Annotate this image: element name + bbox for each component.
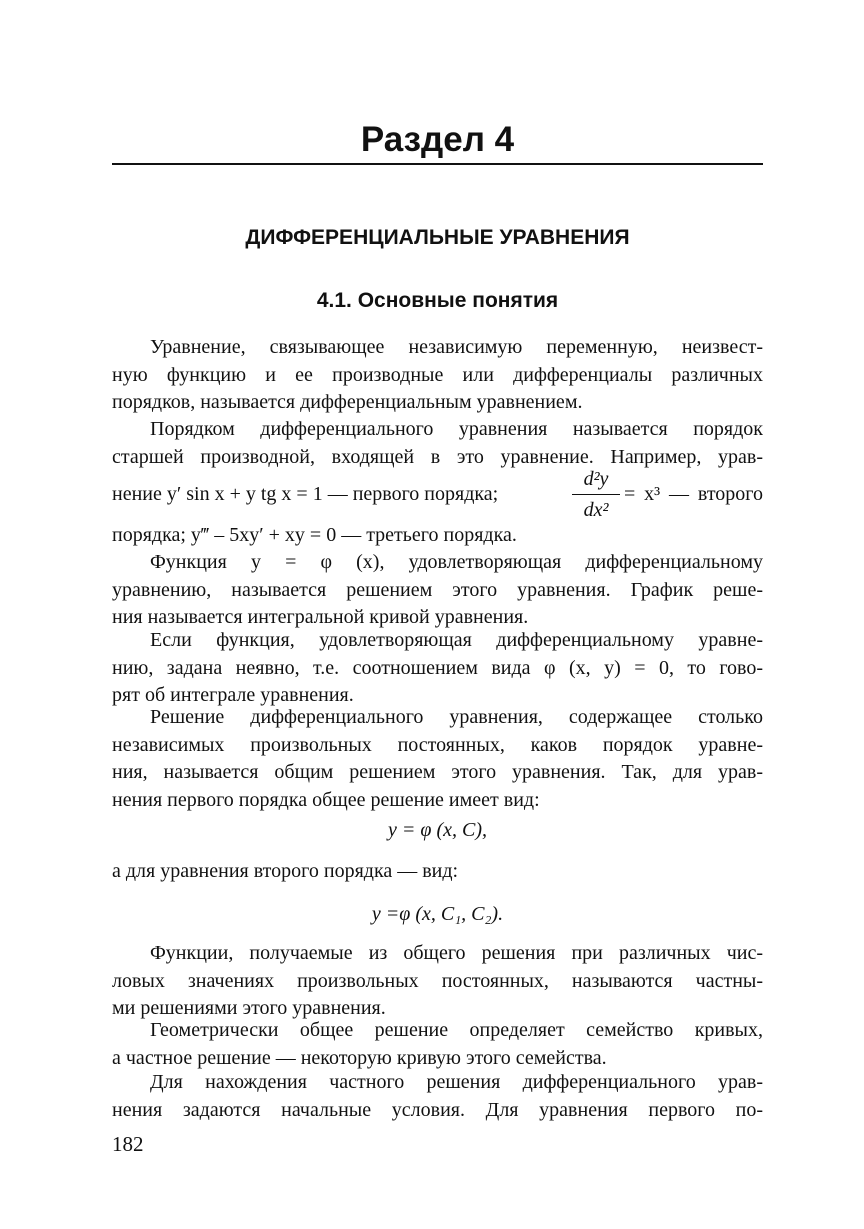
text-line: уравнению, называется решением этого уравнения. График реше- bbox=[112, 578, 763, 601]
page-number: 182 bbox=[112, 1132, 144, 1156]
text-line: а частное решение — некоторую кривую этого семейства. bbox=[112, 1046, 607, 1069]
paragraph-second-order bbox=[112, 858, 763, 886]
text-line: ми решениями этого уравнения. bbox=[112, 997, 386, 1019]
section-title: Раздел 4 bbox=[360, 120, 515, 159]
fraction-denominator: dx² bbox=[583, 499, 609, 521]
text-line: Функции, получаемые из общего решения при различных чис- bbox=[150, 942, 763, 964]
paragraph-general-solution bbox=[112, 704, 763, 814]
text-line: рят об интеграле уравнения. bbox=[112, 684, 354, 706]
paragraph-geometric bbox=[112, 1017, 763, 1072]
text-line: нию, задана неявно, т.е. соотношением вида φ (x, y) = 0, то гово- bbox=[112, 656, 763, 679]
text-line: Порядком дифференциального уравнения называется порядок bbox=[150, 418, 763, 440]
subsection-title: 4.1. Основные понятия bbox=[316, 289, 559, 312]
text-line: Геометрически общее решение определяет семейство кривых, bbox=[150, 1019, 763, 1041]
text-line: Если функция, удовлетворяющая дифференциальному уравне- bbox=[150, 629, 763, 651]
paragraph-initial-conditions bbox=[112, 1069, 763, 1124]
fraction-numerator: d²y bbox=[583, 468, 609, 490]
text-line: Уравнение, связывающее независимую переменную, неизвест- bbox=[150, 336, 763, 358]
formula-second-order: y =φ (x, C₁, C₂). bbox=[371, 903, 504, 925]
paragraph-solution bbox=[112, 549, 763, 632]
paragraph-definition bbox=[112, 334, 763, 417]
title-rule bbox=[112, 163, 763, 165]
text-line: нения задаются начальные условия. Для уравнения первого по- bbox=[112, 1098, 763, 1121]
text-line: ную функцию и ее производные или дифференциалы различных bbox=[112, 363, 763, 386]
text-line: ния называется интегральной кривой уравнения. bbox=[112, 606, 529, 628]
order-example-first: нение y′ sin x + y tg x = 1 — первого порядка; bbox=[112, 483, 499, 505]
text-line: Для нахождения частного решения дифференциального урав- bbox=[150, 1071, 763, 1093]
book-page bbox=[112, 0, 763, 1229]
paragraph-order bbox=[112, 416, 763, 471]
text-line: независимых произвольных постоянных, каков порядок уравне- bbox=[112, 733, 763, 756]
chapter-title: ДИФФЕРЕНЦИАЛЬНЫЕ УРАВНЕНИЯ bbox=[245, 226, 630, 249]
paragraph-particular-solutions bbox=[112, 940, 763, 1023]
text-line: а для уравнения второго порядка — вид: bbox=[112, 860, 459, 882]
formula-first-order: y = φ (x, C), bbox=[388, 819, 487, 841]
text-line: Функция y = φ (x), удовлетворяющая дифференциальному bbox=[150, 551, 763, 573]
text-line: ловых значениях произвольных постоянных, называются частны- bbox=[112, 969, 763, 992]
order-examples-line bbox=[112, 466, 763, 528]
second-derivative-fraction bbox=[572, 466, 620, 523]
text-line: ния, называется общим решением этого уравнения. Так, для урав- bbox=[112, 761, 763, 783]
text-line: нения первого порядка общее решение имеет вид: bbox=[112, 788, 540, 811]
paragraph-integral bbox=[112, 627, 763, 710]
fraction-bar bbox=[572, 494, 620, 495]
text-line: порядков, называется дифференциальным уравнением. bbox=[112, 391, 583, 413]
text-line: старшей производной, входящей в это уравнение. Например, урав- bbox=[112, 445, 763, 468]
text-line: Решение дифференциального уравнения, содержащее столько bbox=[150, 706, 763, 728]
paragraph-order-tail bbox=[112, 522, 763, 550]
text-line: порядка; y‴ – 5xy′ + xy = 0 — третьего порядка. bbox=[112, 524, 517, 546]
order-example-second: = x³ — второго bbox=[624, 483, 763, 505]
